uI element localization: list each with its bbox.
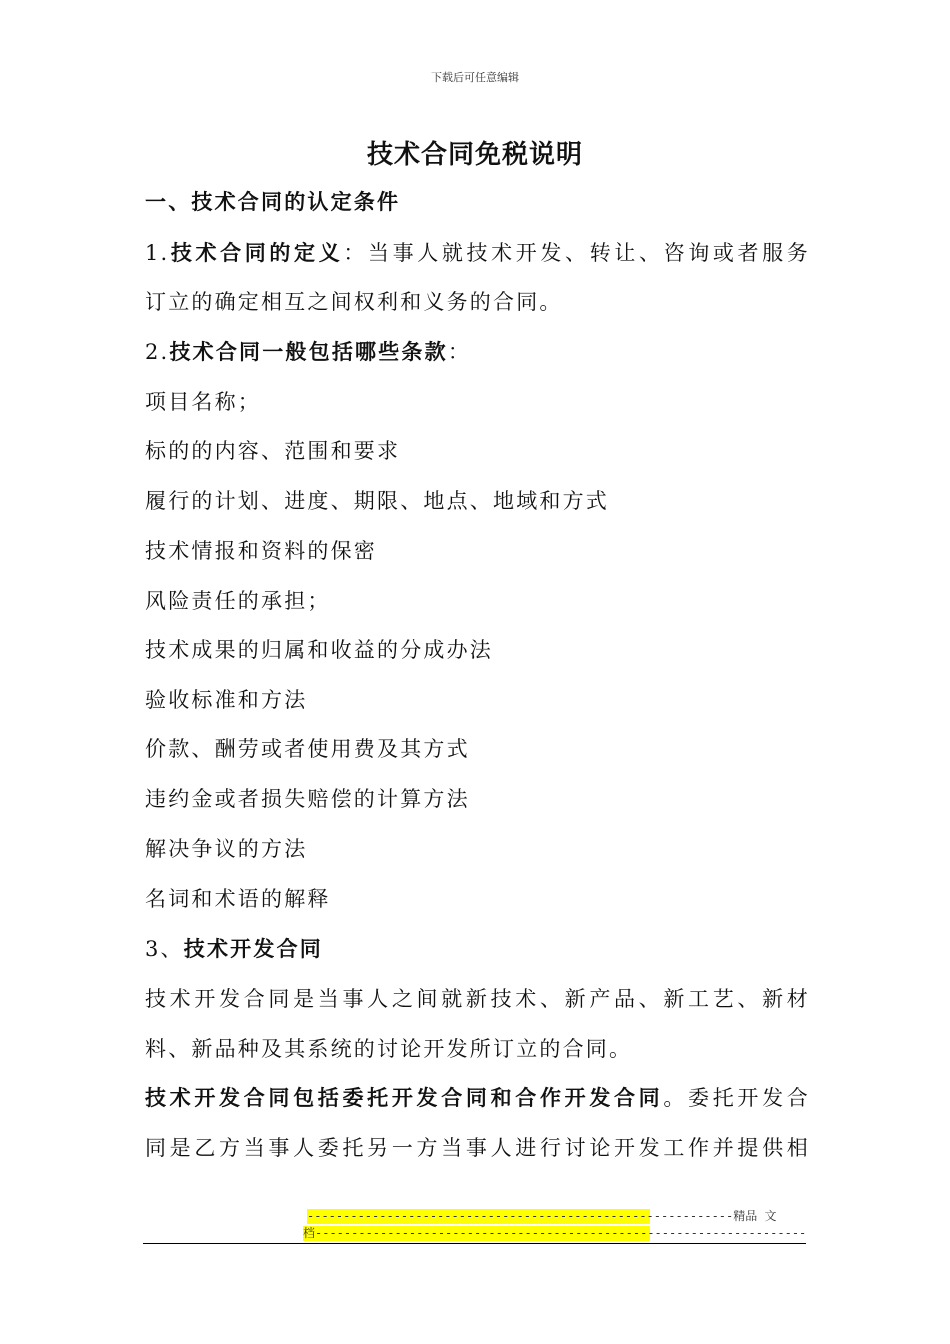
header-note: 下载后可任意编辑 [431, 71, 519, 84]
list-item: 价款、酬劳或者使用费及其方式 [145, 737, 470, 761]
paragraph-number: 2. [145, 340, 170, 364]
paragraph-3-heading [145, 934, 810, 964]
list-item: 标的的内容、范围和要求 [145, 439, 401, 463]
paragraph-3-line-2: 料、新品种及其系统的讨论开发所订立的合同。 [145, 1037, 633, 1061]
paragraph-bold-term: 技术合同一般包括哪些条款 [169, 339, 448, 364]
paragraph-bold-term: 技术开发合同包括委托开发合同和合作开发合同 [145, 1085, 664, 1110]
paragraph-4-line-2: 同是乙方当事人委托另一方当事人进行讨论开发工作并提供相 [145, 1136, 810, 1160]
list-item: 技术成果的归属和收益的分成办法 [145, 638, 493, 662]
list-item: 风险责任的承担； [145, 589, 331, 613]
paragraph-3-line-1: 技术开发合同是当事人之间就新技术、新产品、新工艺、新材 [145, 987, 810, 1011]
paragraph-colon: ： [343, 241, 368, 265]
paragraph-number: 1. [145, 241, 170, 265]
paragraph-text: 当事人就技术开发、转让、咨询或者服务 [367, 241, 810, 265]
list-item: 技术情报和资料的保密 [145, 539, 377, 563]
paragraph-4-line-1 [145, 1083, 810, 1113]
paragraph-bold-term: 技术合同的定义 [169, 240, 344, 265]
footer-highlight-line-2: 档-------------------------------------------------------------------- [303, 1226, 807, 1240]
list-item: 违约金或者损失赔偿的计算方法 [145, 787, 470, 811]
list-item: 项目名称； [145, 390, 261, 414]
paragraph-colon: ： [447, 340, 472, 364]
paragraph-1-line-2: 订立的确定相互之间权利和义务的合同。 [145, 290, 563, 314]
paragraph-1-line-1 [145, 238, 810, 268]
paragraph-2-heading [145, 337, 810, 367]
list-item: 验收标准和方法 [145, 688, 308, 712]
list-item: 解决争议的方法 [145, 837, 308, 861]
footer-highlight-line-1: -----------------------------------------------------------精品 文 [307, 1209, 777, 1223]
footer-divider [143, 1243, 806, 1244]
section-heading: 一、技术合同的认定条件 [145, 189, 401, 214]
paragraph-bold-term: 技术开发合同 [183, 936, 323, 961]
document-title: 技术合同免税说明 [366, 140, 583, 170]
paragraph-text: 。委托开发合 [663, 1086, 810, 1110]
paragraph-number: 3、 [145, 937, 184, 961]
list-item: 名词和术语的解释 [145, 887, 331, 911]
list-item: 履行的计划、进度、期限、地点、地域和方式 [145, 489, 609, 513]
